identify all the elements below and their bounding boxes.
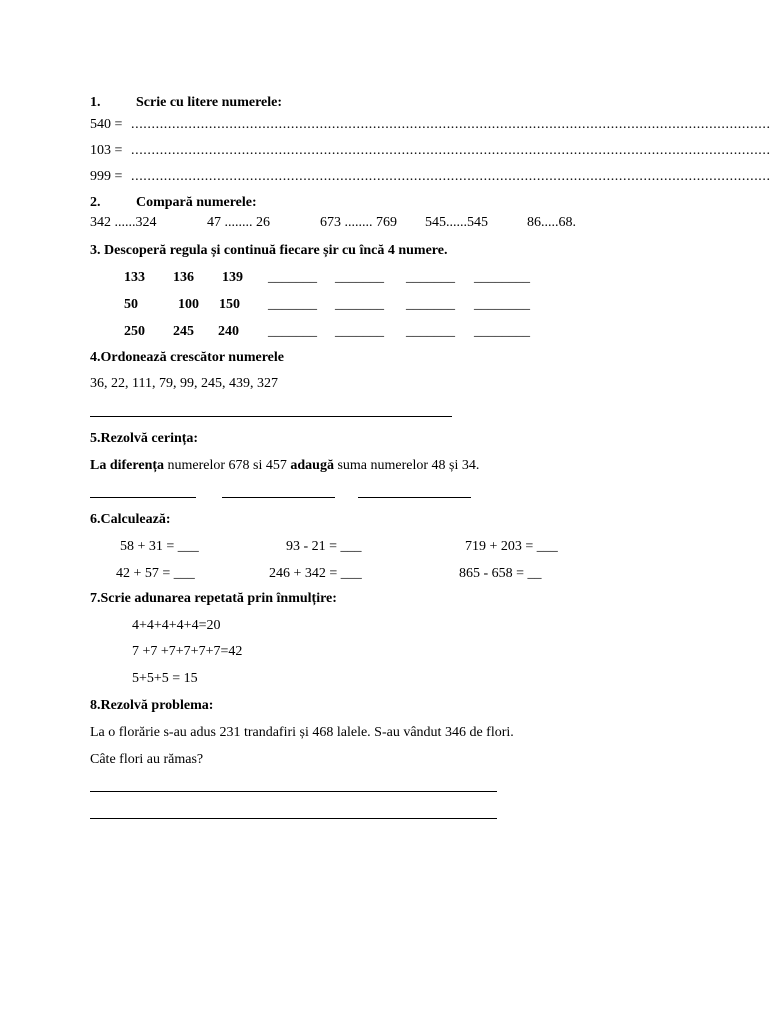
- ex8-title: 8.Rezolvă problema:: [90, 698, 214, 713]
- ex8-answer-line: [90, 791, 497, 792]
- ex3-title: 3. Descoperă regula și continuă fiecare șir cu încă 4 numere.: [90, 243, 448, 258]
- ex7-title: 7.Scrie adunarea repetată prin înmulțire:: [90, 591, 337, 606]
- ex5-answer-line: [358, 497, 471, 498]
- ex2-comparison: 673 ........ 769: [320, 215, 397, 230]
- ex3-answer-blank: ________: [474, 324, 530, 339]
- ex3-answer-blank: _______: [335, 324, 384, 339]
- ex5-title: 5.Rezolvă cerința:: [90, 431, 199, 446]
- ex5-bold-phrase: adaugă: [290, 458, 334, 473]
- ex1-row-label: 103 =: [90, 143, 123, 158]
- ex8-problem-text: La o florărie s-au adus 231 trandafiri și 468 lalele. S-au vândut 346 de flori.: [90, 725, 514, 740]
- ex2-title: Compară numerele:: [136, 195, 257, 210]
- ex5-answer-line: [222, 497, 335, 498]
- ex5-task-text: [90, 457, 479, 475]
- ex1-row-label: 999 =: [90, 169, 123, 184]
- ex3-answer-blank: ________: [474, 270, 530, 285]
- ex3-answer-blank: _______: [335, 297, 384, 312]
- ex7-sum: 7 +7 +7+7+7+7=42: [132, 644, 243, 659]
- ex3-sequence-number: 250: [124, 324, 145, 339]
- ex2-comparison: 47 ........ 26: [207, 215, 270, 230]
- ex5-answer-line: [90, 497, 196, 498]
- ex8-question: Câte flori au rămas?: [90, 752, 204, 767]
- ex6-operation: 719 + 203 = ___: [465, 539, 558, 554]
- ex3-answer-blank: _______: [406, 324, 455, 339]
- ex3-answer-blank: _______: [268, 324, 317, 339]
- ex2-number: 2.: [90, 195, 101, 210]
- ex5-phrase: numerelor 678 si 457: [164, 458, 291, 473]
- ex2-comparison: 86.....68.: [527, 215, 576, 230]
- ex6-operation: 246 + 342 = ___: [269, 566, 362, 581]
- ex4-title: 4.Ordonează crescător numerele: [90, 350, 285, 365]
- ex6-operation: 865 - 658 = __: [459, 566, 542, 581]
- ex6-operation: 93 - 21 = ___: [286, 539, 362, 554]
- ex3-sequence-number: 136: [173, 270, 194, 285]
- ex6-operation: 42 + 57 = ___: [116, 566, 195, 581]
- ex3-sequence-number: 150: [219, 297, 240, 312]
- ex3-sequence-number: 133: [124, 270, 145, 285]
- ex3-answer-blank: _______: [335, 270, 384, 285]
- ex2-comparison: 545......545: [425, 215, 488, 230]
- ex1-number: 1.: [90, 95, 101, 110]
- ex1-title: Scrie cu litere numerele:: [136, 95, 283, 110]
- ex8-answer-line: [90, 818, 497, 819]
- ex1-dotted-answer-line: ............................................................................................................................................................: [131, 143, 771, 158]
- ex4-number-list: 36, 22, 111, 79, 99, 245, 439, 327: [90, 376, 278, 391]
- ex1-dotted-answer-line: ............................................................................................................................................................: [131, 117, 771, 132]
- ex6-operation: 58 + 31 = ___: [120, 539, 199, 554]
- ex3-answer-blank: _______: [406, 270, 455, 285]
- ex7-sum: 5+5+5 = 15: [132, 671, 198, 686]
- ex3-answer-blank: _______: [268, 270, 317, 285]
- ex3-sequence-number: 50: [124, 297, 138, 312]
- ex3-answer-blank: ________: [474, 297, 530, 312]
- ex5-phrase: suma numerelor 48 și 34.: [333, 458, 480, 473]
- ex2-comparison: 342 ......324: [90, 215, 157, 230]
- ex4-answer-line: [90, 416, 452, 417]
- ex3-sequence-number: 245: [173, 324, 194, 339]
- ex3-answer-blank: _______: [406, 297, 455, 312]
- ex6-title: 6.Calculează:: [90, 512, 171, 527]
- ex5-bold-phrase: La diferența: [90, 458, 165, 473]
- ex7-sum: 4+4+4+4+4=20: [132, 618, 221, 633]
- ex1-dotted-answer-line: ............................................................................................................................................................: [131, 169, 771, 184]
- ex3-sequence-number: 240: [218, 324, 239, 339]
- ex3-sequence-number: 139: [222, 270, 243, 285]
- ex3-sequence-number: 100: [178, 297, 199, 312]
- ex3-answer-blank: _______: [268, 297, 317, 312]
- ex1-row-label: 540 =: [90, 117, 123, 132]
